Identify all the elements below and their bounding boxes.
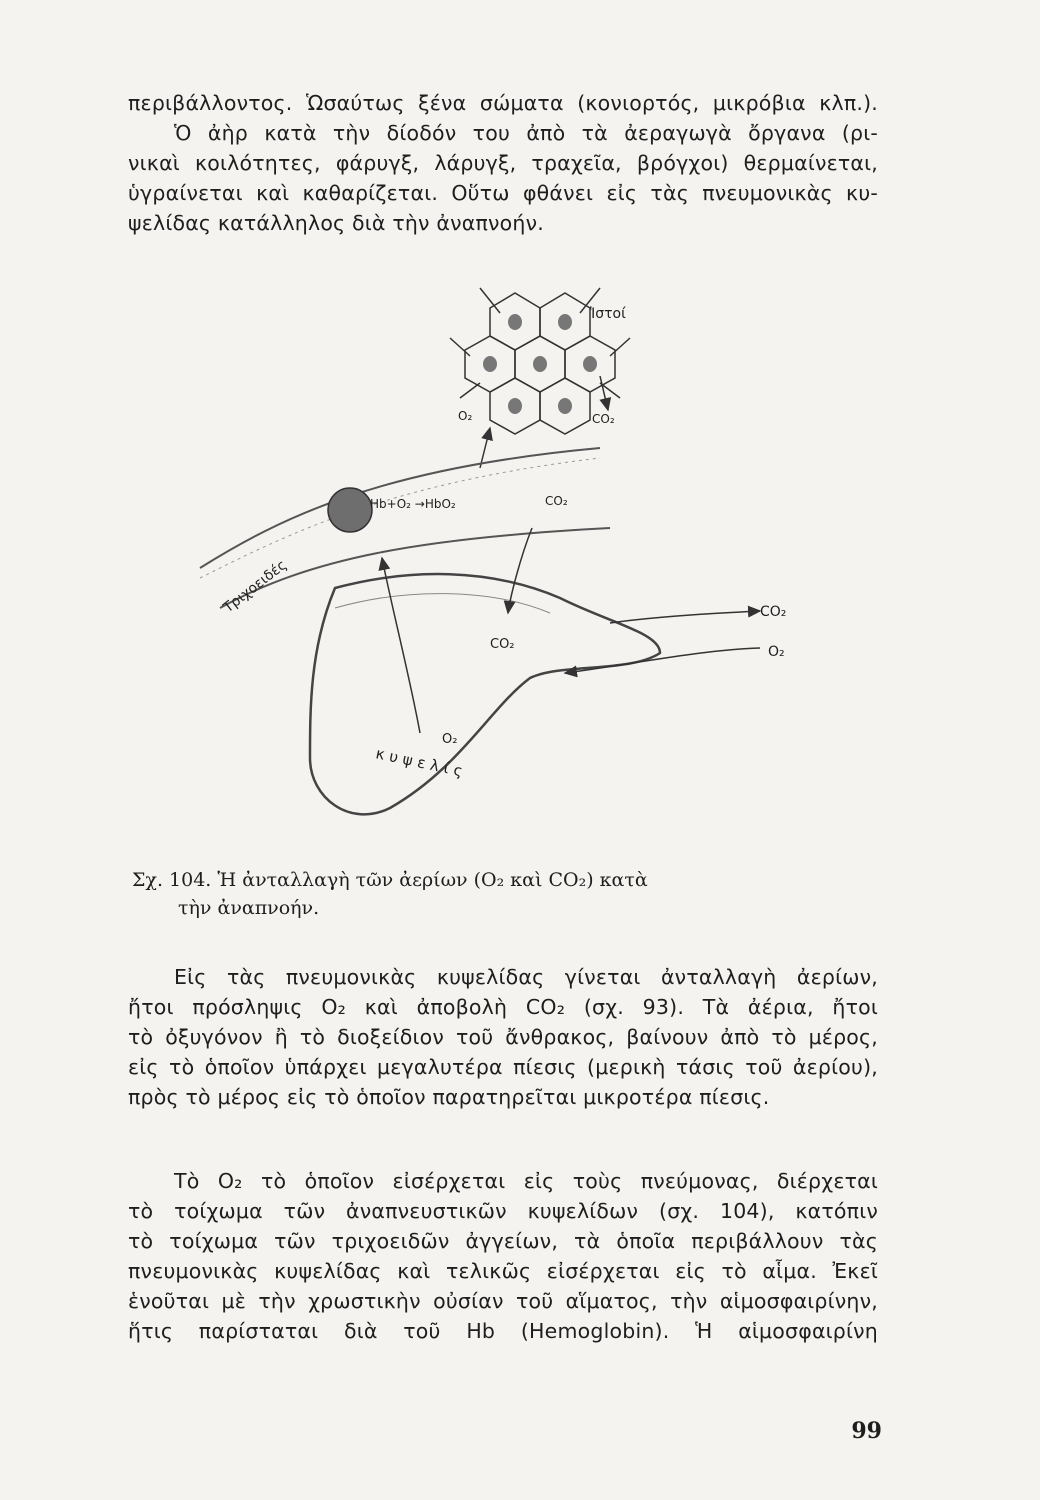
alveolus-wall (310, 574, 660, 814)
text-line: τὸ τοίχωμα τῶν ἀναπνευστικῶν κυψελίδων (σχ. 104), κατόπιν (128, 1199, 878, 1223)
o2-tissue-label: O₂ (458, 409, 473, 423)
red-blood-cell (328, 488, 372, 532)
text-line: ὑγραίνεται καὶ καθαρίζεται. Οὕτω φθάνει εἰς τὰς πνευμονικὰς κυ- (128, 181, 878, 205)
co2-from-tissue-arrow (600, 376, 608, 410)
text-line: τὸ τοίχωμα τῶν τριχοειδῶν ἀγγείων, τὰ ὁποῖα περιβάλλουν τὰς (128, 1229, 878, 1253)
alveolus-inner-wall (335, 594, 550, 613)
capillary-label: Τριχοειδές (220, 557, 290, 617)
co2-alveolus-label: CO₂ (490, 637, 515, 652)
text-line: πρὸς τὸ μέρος εἰς τὸ ὁποῖον παρατηρεῖται μικροτέρα πίεσις. (128, 1085, 770, 1109)
o2-in-arrow (565, 648, 760, 673)
co2-capillary-label: CO₂ (545, 494, 568, 508)
co2-tissue-label: CO₂ (592, 412, 615, 426)
text-line: τὸ ὀξυγόνον ἢ τὸ διοξείδιον τοῦ ἄνθρακος, βαίνουν ἀπὸ τὸ μέρος, (128, 1025, 878, 1049)
text-line: Ὁ ἀὴρ κατὰ τὴν δίοδόν του ἀπὸ τὰ ἀεραγωγὰ ὄργανα (ρι- (174, 121, 878, 145)
alveolus-label: κυψελίς (374, 744, 470, 782)
text-line: ἥτις παρίσταται διὰ τοῦ Hb (Hemoglobin). Ἡ αἱμοσφαιρίνη (128, 1319, 878, 1343)
text-line: ἤτοι πρόσληψις O₂ καὶ ἀποβολὴ CO₂ (σχ. 93). Τὰ ἀέρια, ἤτοι (128, 995, 878, 1019)
caption-line: Σχ. 104. Ἡ ἀνταλλαγὴ τῶν ἀερίων (O₂ καὶ CO₂) κατὰ (132, 869, 648, 891)
figure-caption (132, 866, 772, 922)
co2-out-arrow (610, 611, 760, 623)
reaction-label: Hb+O₂ →HbO₂ (370, 497, 456, 511)
text-line: εἰς τὸ ὁποῖον ὑπάρχει μεγαλυτέρα πίεσις (μερικὴ τάσις τοῦ ἀερίου), (128, 1055, 878, 1079)
o2-alveolus-label: O₂ (442, 732, 458, 747)
co2-to-alveolus-arrow (508, 528, 532, 613)
capillary-inner-line (200, 458, 600, 578)
o2-to-blood-arrow (382, 558, 420, 733)
text-line: Εἰς τὰς πνευμονικὰς κυψελίδας γίνεται ἀνταλλαγὴ ἀερίων, (174, 965, 878, 989)
paragraph-intro (128, 88, 878, 238)
co2-out-label: CO₂ (760, 604, 787, 620)
paragraph-gas-exchange (128, 962, 878, 1112)
text-line: ἑνοῦται μὲ τὴν χρωστικὴν οὐσίαν τοῦ αἵματος, τὴν αἱμοσφαιρίνην, (128, 1289, 878, 1313)
text-line: περιβάλλοντος. Ὡσαύτως ξένα σώματα (κονιορτός, μικρόβια κλπ.). (128, 91, 878, 115)
text-line: Τὸ O₂ τὸ ὁποῖον εἰσέρχεται εἰς τοὺς πνεύμονας, διέρχεται (174, 1169, 878, 1193)
page-number: 99 (851, 1418, 882, 1444)
text-line: πνευμονικὰς κυψελίδας καὶ τελικῶς εἰσέρχεται εἰς τὸ αἷμα. Ἐκεῖ (128, 1259, 878, 1283)
caption-line: τὴν ἀναπνοήν. (178, 897, 320, 919)
o2-in-label: O₂ (768, 644, 785, 660)
paragraph-oxygen-path (128, 1166, 878, 1346)
tissues-label: Ἱστοί (590, 306, 626, 322)
text-line: νικαὶ κοιλότητες, φάρυγξ, λάρυγξ, τραχεῖα, βρόγχοι) θερμαίνεται, (128, 151, 878, 175)
text-line: ψελίδας κατάλληλος διὰ τὴν ἀναπνοήν. (128, 211, 544, 235)
gas-exchange-diagram (160, 278, 810, 848)
